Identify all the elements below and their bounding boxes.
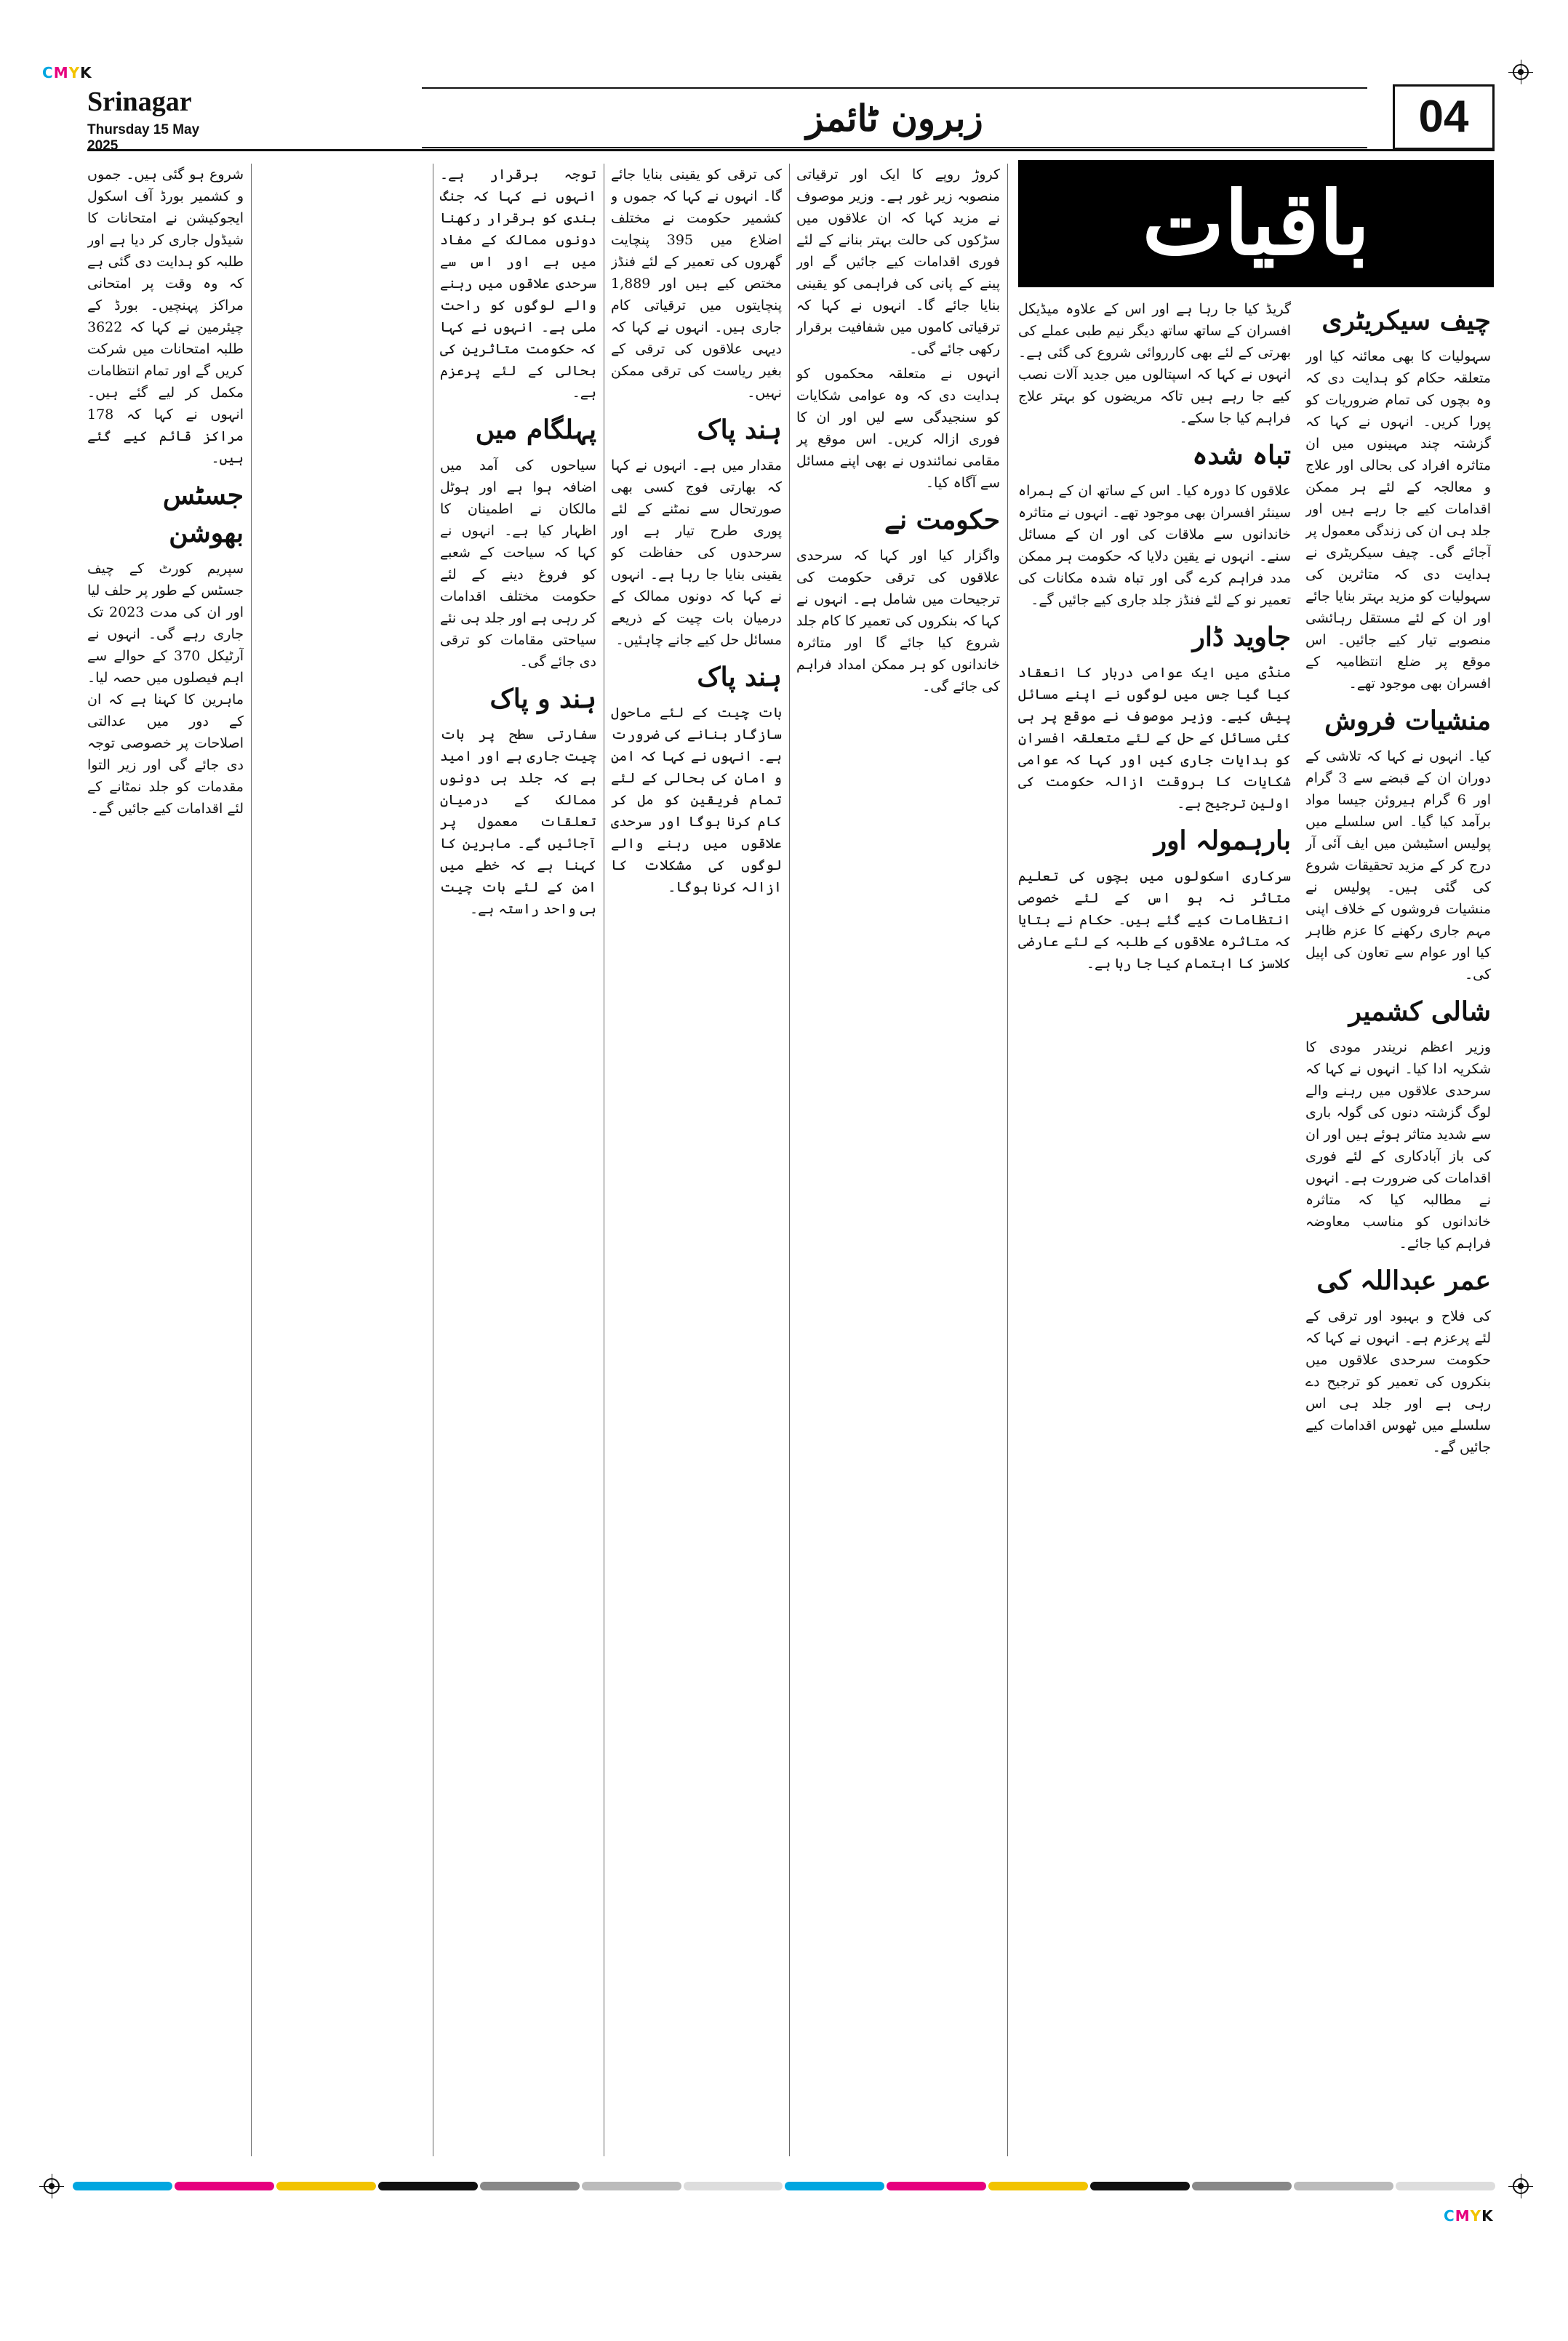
- headline: جسٹس بھوشن: [162, 480, 244, 548]
- article-text: سفارتی سطح پر بات چیت جاری ہے اور امید ہے کہ جلد ہی دونوں ممالک کے درمیان تعلقات معمول پر آجائیں گے۔ ماہرین کا کہنا ہے کہ خطے میں امن کے لئے بات چیت ہی واحد راستہ ہے۔: [440, 727, 596, 917]
- article-text: وزیر اعظم نریندر مودی کا شکریہ ادا کیا۔ انہوں نے کہا کہ سرحدی علاقوں میں رہنے والے لوگ گزشتہ دنوں کی گولہ باری سے شدید متاثر ہوئے ہیں اور ان کی باز آبادکاری کے لئے فوری اقدامات کی ضرورت ہے۔ انہوں نے مطالبہ کیا کہ متاثرہ خاندانوں کو مناسب معاوضہ فراہم کیا جائے۔: [1305, 1039, 1491, 1252]
- column-divider: [1007, 164, 1008, 2156]
- newspaper-logo-box: [422, 87, 1367, 148]
- article-text: کی فلاح و بہبود اور ترقی کے لئے پرعزم ہے۔ انہوں نے کہا کہ حکومت سرحدی علاقوں میں بنکروں کی تعمیر کو ترجیح دے رہی ہے اور جلد ہی اس سلسلے میں ٹھوس اقدامات کیے جائیں گے۔: [1305, 1308, 1491, 1455]
- headline: منشیات فروش: [1324, 705, 1491, 736]
- article-text: بات چیت کے لئے ماحول سازگار بنانے کی ضرورت ہے۔ انہوں نے کہا کہ امن و امان کی بحالی کے لئے تمام فریقین کو مل کر کام کرنا ہوگا اور سرحدی علاقوں میں رہنے والے لوگوں کی مشکلات کا ازالہ کرنا ہوگا۔: [611, 705, 782, 895]
- article-text: شروع ہو گئی ہیں۔ جموں و کشمیر بورڈ آف اسکول ایجوکیشن نے امتحانات کا شیڈول جاری کر دیا ہے اور طلبہ کو ہدایت دی گئی ہے کہ وہ وقت پر امتحانی مراکز پہنچیں۔ بورڈ کے چیئرمین نے کہا کہ 3622 طلبہ امتحانات میں شرکت کریں گے اور تمام انتظامات مکمل کر لیے گئے ہیں۔ انہوں نے کہا کہ 178 مراکز قائم کیے گئے ہیں۔: [87, 167, 244, 466]
- color-bar: [73, 2182, 1495, 2190]
- article-text: گریڈ کیا جا رہا ہے اور اس کے علاوہ میڈیکل افسران کے ساتھ ساتھ دیگر نیم طبی عملے کی بھرتی کے لئے بھی کارروائی شروع کی گئی ہے۔ انہوں نے کہا کہ اسپتالوں میں جدید آلات نصب کیے جا رہے ہیں تاکہ مریضوں کو بہتر علاج فراہم کیا جا سکے۔: [1018, 301, 1291, 426]
- article-column-3: [796, 164, 1000, 2156]
- article-text: علاقوں کا دورہ کیا۔ اس کے ساتھ ان کے ہمراہ سینئر افسران بھی موجود تھے۔ انہوں نے متاثرہ خاندانوں سے ملاقات کی اور ان کے مسائل سنے۔ انہوں نے یقین دلایا کہ حکومت ہر ممکن مدد فراہم کرے گی اور تباہ شدہ مکانات کی تعمیر نو کے لئے فنڈز جلد جاری کیے جائیں گے۔: [1018, 483, 1291, 608]
- dateline: [87, 86, 233, 154]
- article-text: توجہ برقرار ہے۔ انہوں نے کہا کہ جنگ بندی کو برقرار رکھنا دونوں ممالک کے مفاد میں ہے اور اس سے سرحدی علاقوں میں رہنے والے لوگوں کو راحت ملی ہے۔ انہوں نے کہا کہ حکومت متاثرین کی بحالی کے لئے پرعزم ہے۔: [440, 167, 596, 401]
- headline: چیف سیکریٹری: [1321, 305, 1491, 336]
- page-number: 04: [1393, 84, 1495, 150]
- color-registration-label: CMYK: [42, 64, 92, 81]
- section-banner: باقیات: [1018, 160, 1494, 287]
- registration-mark: [44, 2178, 60, 2194]
- article-text: مقدار میں ہے۔ انہوں نے کہا کہ بھارتی فوج کسی بھی صورتحال سے نمٹنے کے لئے پوری طرح تیار ہے اور سرحدوں کی حفاظت کو یقینی بنایا جا رہا ہے۔ انہوں نے کہا کہ دونوں ممالک کے درمیان بات چیت کے ذریعے مسائل حل کیے جانے چاہئیں۔: [611, 457, 782, 648]
- column-divider: [251, 164, 252, 2156]
- article-text: سہولیات کا بھی معائنہ کیا اور متعلقہ حکام کو ہدایت دی کہ وہ بچوں کی تمام ضروریات کو پورا کریں۔ انہوں نے کہا کہ گزشتہ چند مہینوں میں ان متاثرہ افراد کی بحالی اور علاج و معالجہ کے لئے ہر ممکن اقدامات کیے جا رہے ہیں اور جلد ہی ان کی زندگی معمول پر آجائے گی۔ چیف سیکریٹری نے ہدایت دی کہ متاثرین کی سہولیات کو مزید بہتر بنایا جائے اور ان کے لئے مستقل رہائشی منصوبے تیار کیے جائیں۔ اس موقع پر ضلع انتظامیہ کے افسران بھی موجود تھے۔: [1305, 348, 1491, 692]
- headline: جاوید ڈار: [1192, 622, 1291, 652]
- article-column-4: [611, 164, 782, 2156]
- registration-mark: [1513, 2178, 1529, 2194]
- article-text: انہوں نے متعلقہ محکموں کو ہدایت دی کہ وہ عوامی شکایات کو سنجیدگی سے لیں اور ان کا فوری ازالہ کریں۔ اس موقع پر مقامی نمائندوں نے بھی اپنے مسائل سے آگاہ کیا۔: [796, 366, 1000, 491]
- headline: شالی کشمیر: [1348, 996, 1491, 1027]
- article-column-1: [1305, 295, 1491, 2156]
- city-name: Srinagar: [87, 87, 192, 117]
- masthead: [87, 86, 1495, 151]
- article-text: کروڑ روپے کا ایک اور ترقیاتی منصوبہ زیر غور ہے۔ وزیر موصوف نے مزید کہا کہ ان علاقوں میں سڑکوں کی حالت بہتر بنانے کے لئے فوری اقدامات کیے جائیں گے اور پینے کے پانی کی فراہمی کو یقینی بنایا جائے گا۔ انہوں نے کہا کہ ترقیاتی کاموں میں شفافیت برقرار رکھی جائے گی۔: [796, 167, 1000, 357]
- headline: ہند و پاک: [489, 684, 596, 714]
- headline: ہند پاک: [697, 662, 782, 692]
- article-text: کیا۔ انہوں نے کہا کہ تلاشی کے دوران ان کے قبضے سے 3 گرام اور 6 گرام ہیروئن جیسا مواد برآمد کیا گیا۔ اس سلسلے میں پولیس اسٹیشن میں ایف آئی آر درج کر کے مزید تحقیقات شروع کی گئی ہیں۔ پولیس نے منشیات فروشوں کے خلاف اپنی مہم جاری رکھنے کا عزم ظاہر کیا اور عوام سے تعاون کی اپیل کی۔: [1305, 748, 1491, 983]
- article-text: واگزار کیا اور کہا کہ سرحدی علاقوں کی ترقی حکومت کی ترجیحات میں شامل ہے۔ انہوں نے کہا کہ بنکروں کی تعمیر کا کام جلد شروع کیا جائے گا اور متاثرہ خاندانوں کو ہر ممکن امداد فراہم کی جائے گی۔: [796, 548, 1000, 695]
- issue-date: Thursday 15 May 2025: [87, 122, 200, 153]
- article-text: سیاحوں کی آمد میں اضافہ ہوا ہے اور ہوٹل مالکان نے اطمینان کا اظہار کیا ہے۔ انہوں نے کہا کہ سیاحت کے شعبے کو فروغ دینے کے لئے حکومت مختلف اقدامات کر رہی ہے اور جلد ہی نئے سیاحتی مقامات کو ترقی دی جائے گی۔: [440, 457, 596, 670]
- article-text: منڈی میں ایک عوامی دربار کا انعقاد کیا گیا جس میں لوگوں نے اپنے مسائل پیش کیے۔ وزیر موصوف نے موقع پر ہی کئی مسائل کے حل کے لئے متعلقہ افسران کو ہدایات جاری کیں اور کہا کہ عوامی شکایات کا بروقت ازالہ حکومت کی اولین ترجیح ہے۔: [1018, 665, 1291, 812]
- article-column-6: [87, 164, 244, 2156]
- article-text: سپریم کورٹ کے چیف جسٹس کے طور پر حلف لیا اور ان کی مدت 2023 تک جاری رہے گی۔ انہوں نے آرٹیکل 370 کے حوالے سے اہم فیصلوں میں حصہ لیا۔ ماہرین کا کہنا ہے کہ ان کے دور میں عدالتی اصلاحات پر خصوصی توجہ دی جائے گی اور زیر التوا مقدمات کو جلد نمٹانے کے لئے اقدامات کیے جائیں گے۔: [87, 561, 244, 817]
- headline: عمر عبداللہ کی: [1316, 1265, 1491, 1296]
- headline: حکومت نے: [884, 505, 1000, 535]
- newspaper-logo: زبرون ٹائمز: [806, 96, 983, 140]
- column-divider: [789, 164, 790, 2156]
- article-text: سرکاری اسکولوں میں بچوں کی تعلیم متاثر نہ ہو اس کے لئے خصوصی انتظامات کیے گئے ہیں۔ حکام نے بتایا کہ متاثرہ علاقوں کے طلبہ کے لئے عارضی کلاسز کا اہتمام کیا جا رہا ہے۔: [1018, 868, 1291, 972]
- article-text: کی ترقی کو یقینی بنایا جائے گا۔ انہوں نے کہا کہ جموں و کشمیر حکومت نے مختلف اضلاع میں 395 پنچایت گھروں کی تعمیر کے لئے فنڈز مختص کیے ہیں اور 1,889 پنچایتوں میں ترقیاتی کام جاری ہیں۔ انہوں نے کہا کہ دیہی علاقوں کی ترقی کے بغیر ریاست کی ترقی ممکن نہیں۔: [611, 167, 782, 401]
- headline: ہند پاک: [697, 415, 782, 445]
- color-registration-label: CMYK: [1444, 2207, 1494, 2225]
- headline: تباہ شدہ: [1192, 440, 1291, 471]
- headline: پہلگام میں: [475, 415, 596, 445]
- headline: بارہمولہ اور: [1153, 825, 1291, 856]
- article-column-5: [440, 164, 596, 2156]
- registration-mark: [1513, 64, 1529, 80]
- article-column-2: [1018, 298, 1291, 2156]
